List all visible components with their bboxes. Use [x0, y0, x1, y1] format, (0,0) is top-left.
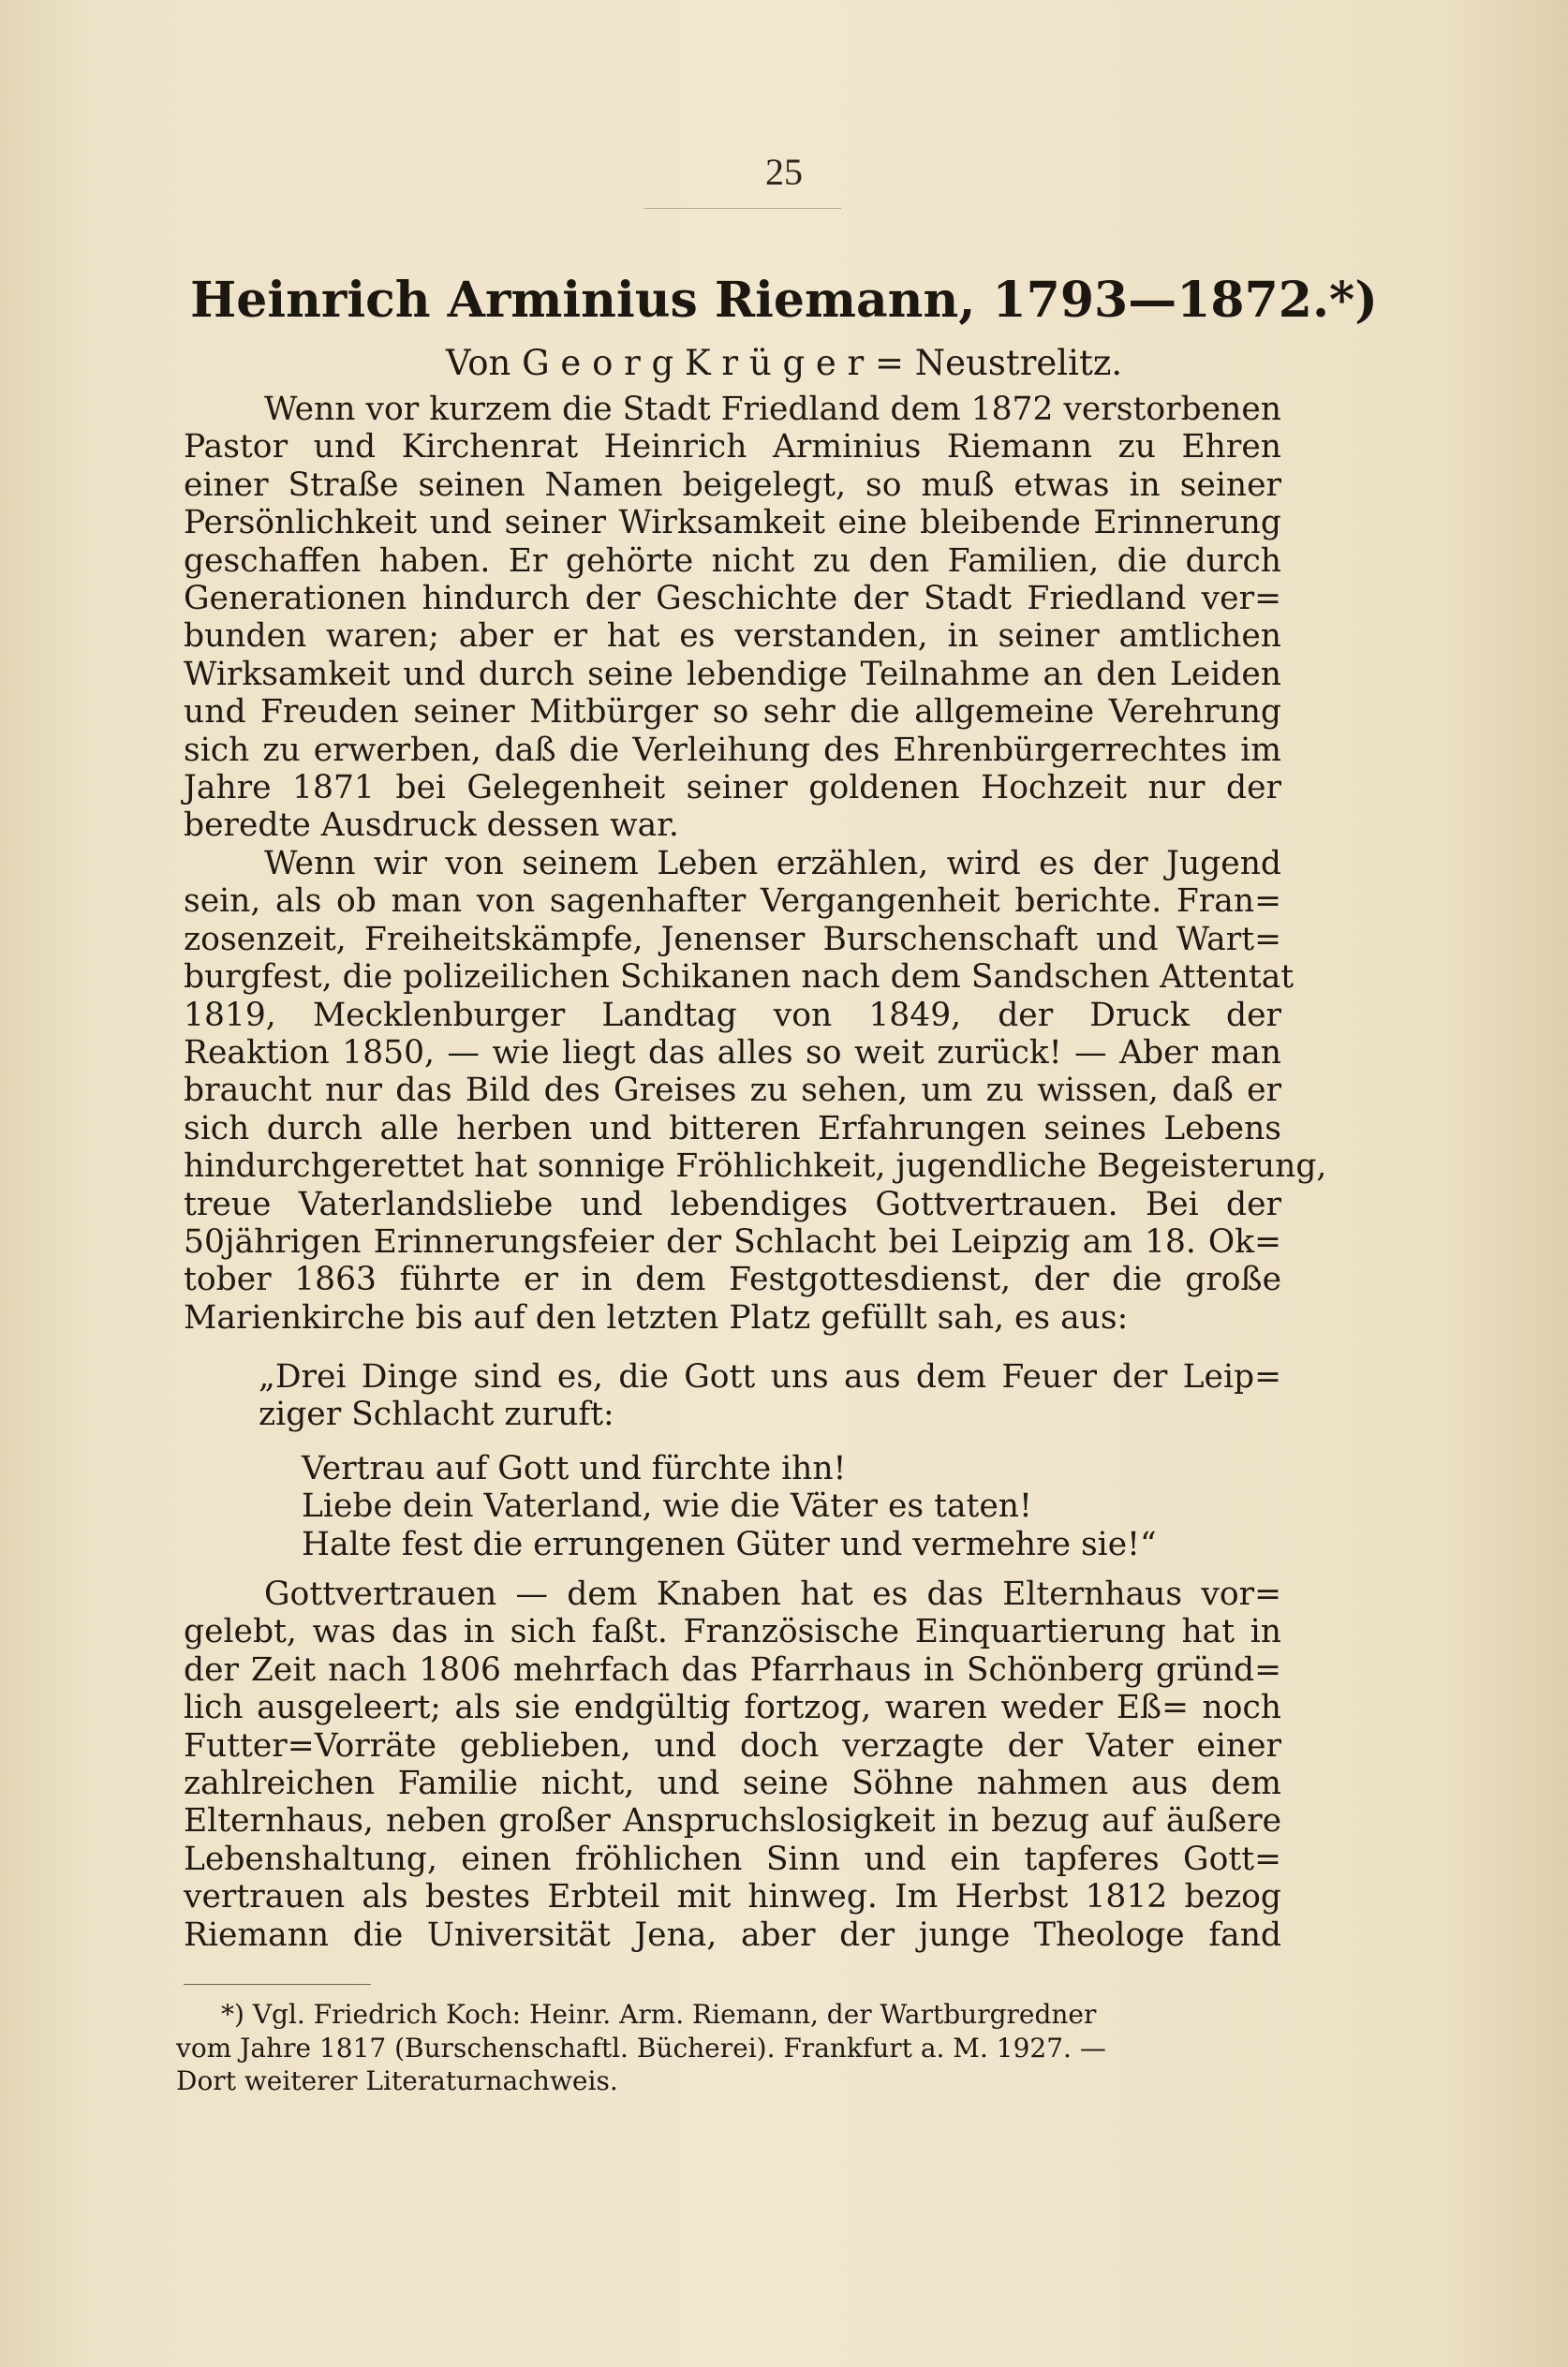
text-line: Gottvertrauen — dem Knaben hat es das Elternhaus vor= [264, 1576, 1281, 1613]
verse-line: Halte fest die errungenen Güter und vermehre sie!“ [302, 1525, 1157, 1563]
quote-line: „Drei Dinge sind es, die Gott uns aus dem Feuer der Leip= [259, 1358, 1281, 1396]
text-line: geschaffen haben. Er gehörte nicht zu den Familien, die durch [184, 541, 1281, 580]
footnote-rule [184, 1984, 371, 1985]
text-line: 1819, Mecklenburger Landtag von 1849, der Druck der [184, 996, 1281, 1034]
text-line: burgfest, die polizeilichen Schikanen nach dem Sandschen Attentat [184, 958, 1294, 997]
quote-verse [302, 1450, 1281, 1563]
text-line: zosenzeit, Freiheitskämpfe, Jenenser Burschenschaft und Wart= [184, 920, 1281, 958]
verse-line: Vertrau auf Gott und fürchte ihn! [302, 1450, 847, 1487]
text-line: Persönlichkeit und seiner Wirksamkeit eine bleibende Erinnerung [184, 504, 1281, 542]
text-line: 50jährigen Erinnerungsfeier der Schlacht bei Leipzig am 18. Ok= [184, 1223, 1281, 1262]
text-line: sein, als ob man von sagenhafter Vergangenheit berichte. Fran= [184, 882, 1281, 921]
text-line: treue Vaterlandsliebe und lebendiges Gottvertrauen. Bei der [184, 1185, 1281, 1223]
footnote-line: Dort weiterer Literaturnachweis. [176, 2065, 618, 2096]
text-line: Jahre 1871 bei Gelegenheit seiner goldenen Hochzeit nur der [184, 769, 1281, 807]
page-number: 25 [765, 151, 803, 193]
header-rule [644, 208, 841, 209]
text-line: lich ausgeleert; als sie endgültig fortzog, waren weder Eß= noch [184, 1689, 1281, 1727]
block-quote [259, 1358, 1281, 1434]
paragraph-3 [184, 1576, 1281, 1954]
text-line: zahlreichen Familie nicht, und seine Söhne nahmen aus dem [184, 1765, 1281, 1803]
verse-line: Liebe dein Vaterland, wie die Väter es taten! [302, 1487, 1032, 1526]
text-line: einer Straße seinen Namen beigelegt, so muß etwas in seiner [184, 466, 1281, 504]
text-line: vertrauen als bestes Erbteil mit hinweg. Im Herbst 1812 bezog [184, 1878, 1281, 1916]
quote-line: ziger Schlacht zuruft: [259, 1396, 614, 1434]
text-line: gelebt, was das in sich faßt. Französische Einquartierung hat in [184, 1613, 1281, 1651]
text-line: tober 1863 führte er in dem Festgottesdienst, der die große [184, 1261, 1281, 1299]
text-line: Wenn vor kurzem die Stadt Friedland dem 1872 verstorbenen [264, 391, 1281, 428]
text-line: Reaktion 1850, — wie liegt das alles so weit zurück! — Aber man [184, 1034, 1281, 1073]
text-line: Wirksamkeit und durch seine lebendige Teilnahme an den Leiden [184, 655, 1281, 693]
footnote [176, 1998, 1281, 2098]
paragraph-1 [184, 391, 1281, 845]
text-line: Riemann die Universität Jena, aber der junge Theologe fand [184, 1916, 1281, 1954]
footnote-line: *) Vgl. Friedrich Koch: Heinr. Arm. Riemann, der Wartburgredner [221, 1999, 1097, 2030]
text-line: der Zeit nach 1806 mehrfach das Pfarrhaus in Schönberg gründ= [184, 1650, 1281, 1689]
text-line: Futter=Vorräte geblieben, und doch verzagte der Vater einer [184, 1726, 1281, 1765]
text-line: und Freuden seiner Mitbürger so sehr die allgemeine Verehrung [184, 693, 1281, 732]
text-line: braucht nur das Bild des Greises zu sehen, um zu wissen, daß er [184, 1072, 1281, 1110]
text-line: Lebenshaltung, einen fröhlichen Sinn und ein tapferes Gott= [184, 1840, 1281, 1878]
text-line: Marienkirche bis auf den letzten Platz gefüllt sah, es aus: [184, 1298, 1129, 1337]
author-byline: Von G e o r g K r ü g e r = Neustrelitz. [445, 343, 1123, 383]
text-line: sich durch alle herben und bitteren Erfahrungen seines Lebens [184, 1109, 1281, 1147]
text-line: Wenn wir von seinem Leben erzählen, wird es der Jugend [264, 845, 1281, 882]
text-line: hindurchgerettet hat sonnige Fröhlichkeit, jugendliche Begeisterung, [184, 1147, 1327, 1186]
text-line: Elternhaus, neben großer Anspruchslosigkeit in bezug auf äußere [184, 1802, 1281, 1841]
article-title: Heinrich Arminius Riemann, 1793—1872.*) [190, 272, 1378, 329]
text-line: bunden waren; aber er hat es verstanden, in seiner amtlichen [184, 617, 1281, 656]
text-line: Generationen hindurch der Geschichte der Stadt Friedland ver= [184, 580, 1281, 618]
footnote-line: vom Jahre 1817 (Burschenschaftl. Bücherei). Frankfurt a. M. 1927. — [176, 2032, 1106, 2064]
text-line: Pastor und Kirchenrat Heinrich Arminius Riemann zu Ehren [184, 428, 1281, 466]
text-line: sich zu erwerben, daß die Verleihung des Ehrenbürgerrechtes im [184, 731, 1281, 769]
text-line: beredte Ausdruck dessen war. [184, 806, 679, 845]
paragraph-2 [184, 845, 1327, 1337]
